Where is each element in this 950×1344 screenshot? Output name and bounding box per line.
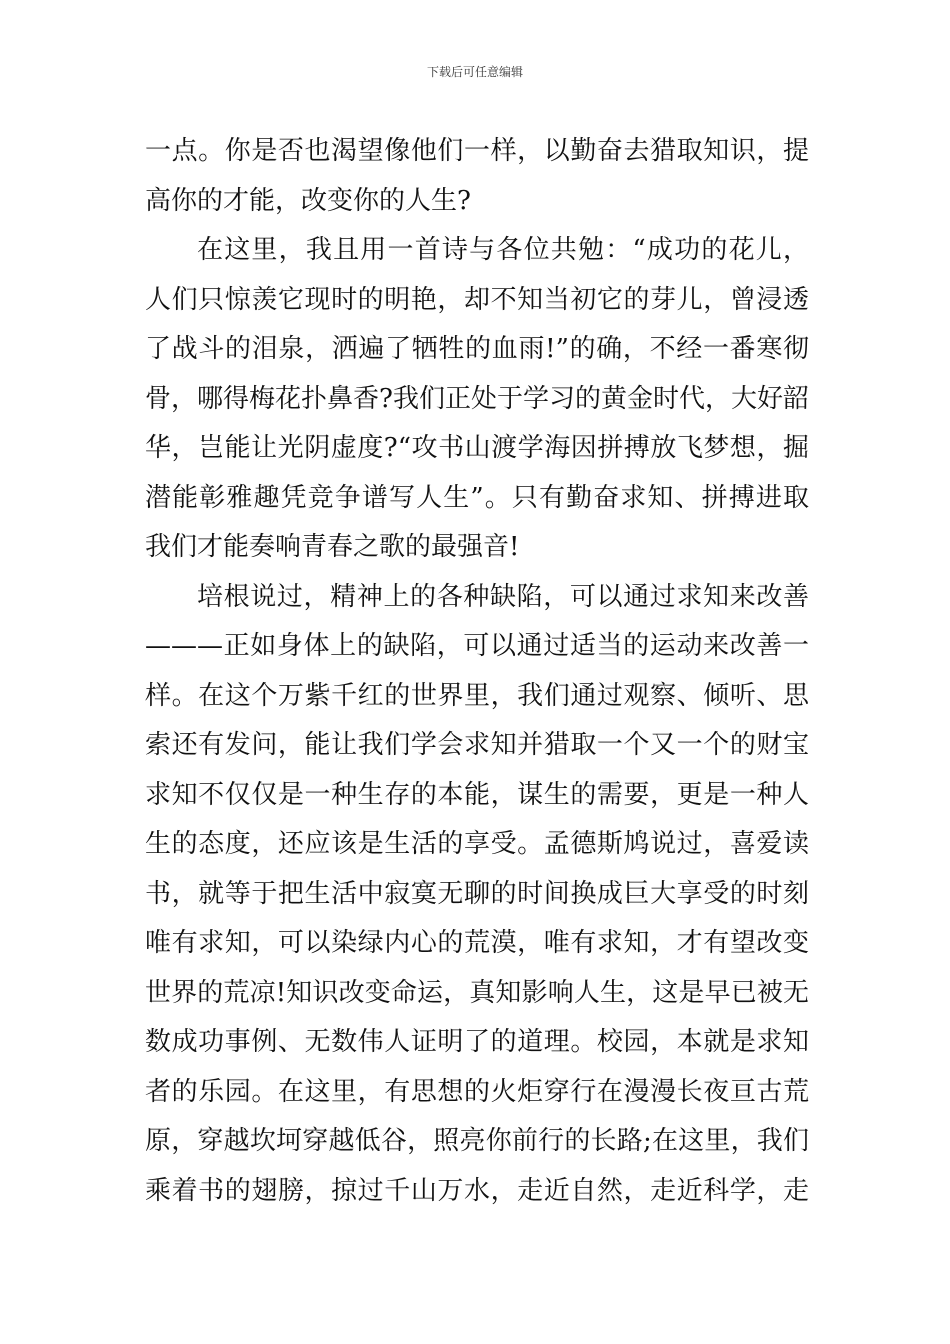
text-line: 华，岂能让光阴虚度?“攻书山渡学海因拼搏放飞梦想，掘 (145, 433, 809, 463)
text-line: 求知不仅仅是一种生存的本能，谋生的需要，更是一种人 (145, 779, 809, 810)
text-line: 世界的荒凉!知识改变命运，真知影响人生，这是早已被无 (145, 977, 809, 1008)
text-line: 索还有发问，能让我们学会求知并猎取一个又一个的财宝 (145, 730, 809, 760)
text-line: 了战斗的泪泉，洒遍了牺牲的血雨!”的确，不经一番寒彻 (145, 334, 809, 364)
text-line: 书，就等于把生活中寂寞无聊的时间换成巨大享受的时刻 (145, 878, 809, 909)
text-line: 数成功事例、无数伟人证明了的道理。校园，本就是求知 (145, 1027, 809, 1057)
text-line: ———正如身体上的缺陷，可以通过适当的运动来改善一 (145, 631, 809, 661)
text-line: 乘着书的翅膀，掠过千山万水，走近自然，走近科学，走 (145, 1175, 809, 1206)
text-line: 生的态度，还应该是生活的享受。孟德斯鸠说过，喜爱读 (145, 829, 809, 859)
text-line: 潜能彰雅趣凭竞争谱写人生”。只有勤奋求知、拼搏进取 (145, 482, 809, 513)
document-body (145, 127, 809, 1216)
text-line: 高你的才能，改变你的人生? (145, 185, 471, 216)
text-line: 我们才能奏响青春之歌的最强音! (145, 532, 520, 562)
page-header-note: 下载后可任意编辑 (426, 65, 523, 79)
text-line: 在这里，我且用一首诗与各位共勉：“成功的花儿， (197, 235, 809, 265)
text-line: 人们只惊羡它现时的明艳，却不知当初它的芽儿，曾浸透 (145, 284, 809, 315)
text-line: 培根说过，精神上的各种缺陷，可以通过求知来改善 (197, 581, 809, 612)
text-line: 样。在这个万紫千红的世界里，我们通过观察、倾听、思 (145, 680, 809, 711)
text-line: 唯有求知，可以染绿内心的荒漠，唯有求知，才有望改变 (145, 928, 809, 958)
text-line: 原，穿越坎坷穿越低谷，照亮你前行的长路;在这里，我们 (145, 1126, 809, 1156)
text-line: 骨，哪得梅花扑鼻香?我们正处于学习的黄金时代，大好韶 (145, 383, 809, 414)
text-line: 者的乐园。在这里，有思想的火炬穿行在漫漫长夜亘古荒 (145, 1076, 809, 1107)
text-line: 一点。你是否也渴望像他们一样，以勤奋去猎取知识，提 (145, 136, 809, 166)
